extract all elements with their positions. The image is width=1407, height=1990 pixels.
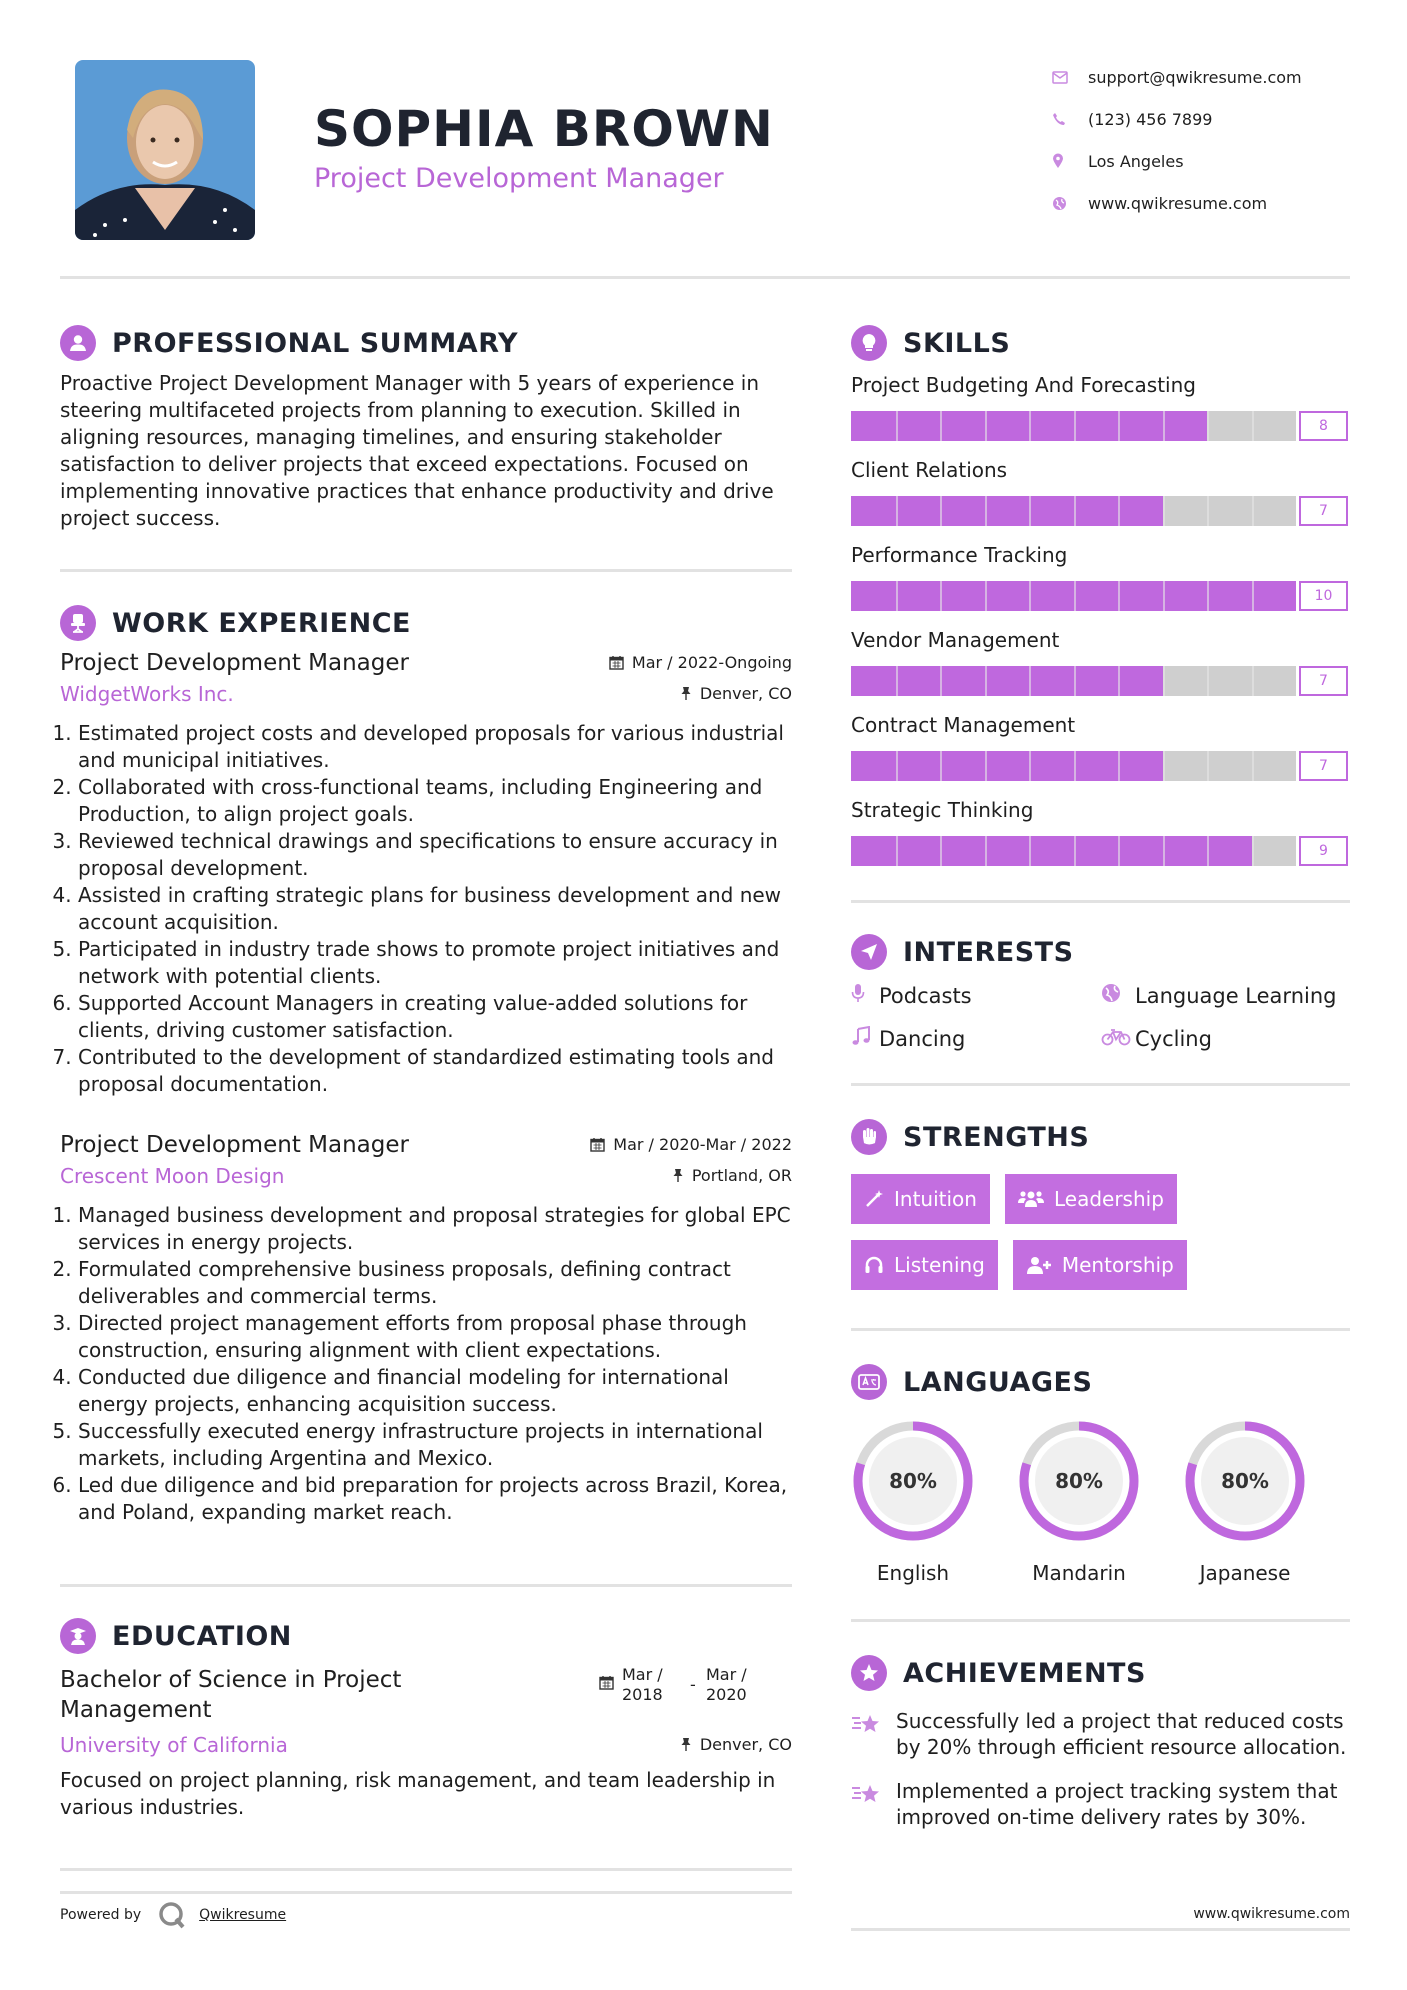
skill-bar bbox=[851, 666, 1350, 696]
list-item bbox=[851, 983, 1101, 1008]
skills-list bbox=[851, 368, 1350, 866]
chair-icon bbox=[60, 605, 96, 641]
left-column bbox=[60, 320, 792, 1871]
skill-item bbox=[851, 368, 1350, 441]
language-name: Japanese bbox=[1199, 1561, 1291, 1585]
skill-bar-segment bbox=[1252, 751, 1254, 781]
language-ring bbox=[1017, 1419, 1141, 1543]
microphone-icon bbox=[851, 983, 879, 1008]
languages-title: LANGUAGES bbox=[903, 1366, 1093, 1398]
achievement-text: Successfully led a project that reduced costs by 20% through efficient resource allocation. bbox=[896, 1709, 1347, 1759]
school-name: University of California bbox=[60, 1733, 288, 1757]
interests-heading bbox=[851, 929, 1350, 975]
list-item: 5. Participated in industry trade shows to promote project initiatives and network with potential clients. bbox=[78, 936, 792, 990]
music-note-icon bbox=[851, 1026, 879, 1051]
skill-item bbox=[851, 793, 1350, 866]
skill-bar-segment bbox=[1252, 496, 1254, 526]
paper-plane-icon bbox=[851, 934, 887, 970]
skill-bar-segment bbox=[1207, 581, 1209, 611]
skill-bar-segment bbox=[1118, 411, 1120, 441]
globe-icon bbox=[1101, 983, 1129, 1008]
skill-bar-segment bbox=[985, 836, 987, 866]
skill-bar-segment bbox=[985, 581, 987, 611]
calendar-icon bbox=[609, 655, 624, 670]
skill-level: 7 bbox=[1299, 751, 1348, 781]
candidate-name: SOPHIA BROWN bbox=[314, 100, 774, 158]
skill-bar-segment bbox=[985, 666, 987, 696]
skill-bar-segment bbox=[1118, 666, 1120, 696]
date-separator: - bbox=[690, 1675, 696, 1694]
company-name: Crescent Moon Design bbox=[60, 1164, 285, 1188]
skill-name: Project Budgeting And Forecasting bbox=[851, 373, 1196, 397]
education-end-date: Mar / 2020 bbox=[706, 1665, 747, 1704]
strengths-title: STRENGTHS bbox=[903, 1121, 1090, 1153]
language-name: English bbox=[876, 1561, 950, 1585]
list-item: 1. Estimated project costs and developed proposals for various industrial and municipal initiatives. bbox=[78, 720, 792, 774]
job-location-text: Denver, CO bbox=[699, 684, 792, 703]
job-dates-text: Mar / 2020-Mar / 2022 bbox=[613, 1135, 792, 1154]
language-percent: 80% bbox=[1055, 1469, 1103, 1493]
contact-location-text: Los Angeles bbox=[1088, 151, 1184, 171]
footer-right-divider bbox=[851, 1928, 1350, 1931]
job-entry-1 bbox=[60, 650, 792, 1098]
user-plus-icon bbox=[1026, 1255, 1052, 1275]
footer-left-divider bbox=[60, 1891, 792, 1894]
skill-bar-segment bbox=[1207, 411, 1209, 441]
list-item: 4. Conducted due diligence and financial modeling for international energy projects, enhancing acquisition success. bbox=[78, 1364, 792, 1418]
experience-title: WORK EXPERIENCE bbox=[112, 607, 411, 639]
lightbulb-icon bbox=[851, 325, 887, 361]
achievement-text: Implemented a project tracking system that improved on-time delivery rates by 30%. bbox=[896, 1779, 1338, 1829]
skill-bar-segment bbox=[985, 751, 987, 781]
interests-divider bbox=[851, 1083, 1350, 1086]
language-percent: 80% bbox=[889, 1469, 937, 1493]
skills-divider bbox=[851, 900, 1350, 903]
skill-bar-segment bbox=[985, 411, 987, 441]
job-dates-text: Mar / 2022-Ongoing bbox=[631, 653, 792, 672]
duty-list bbox=[60, 720, 792, 1098]
interest-label: Dancing bbox=[879, 1026, 966, 1051]
strength-chip bbox=[851, 1240, 998, 1290]
education-heading bbox=[60, 1613, 792, 1659]
phone-icon bbox=[1050, 112, 1088, 126]
job-entry-2 bbox=[60, 1132, 792, 1526]
achievements-title: ACHIEVEMENTS bbox=[903, 1657, 1146, 1689]
skill-bar-segment bbox=[940, 581, 942, 611]
powered-by-text: Powered by bbox=[60, 1907, 142, 1923]
strengths-heading bbox=[851, 1114, 1350, 1160]
contact-location bbox=[1050, 140, 1380, 182]
calendar-icon bbox=[599, 1675, 614, 1690]
envelope-icon bbox=[1050, 71, 1088, 84]
education-entry bbox=[60, 1665, 792, 1725]
skill-bar-segment bbox=[1074, 581, 1076, 611]
contact-website-text: www.qwikresume.com bbox=[1088, 193, 1268, 213]
interests-title: INTERESTS bbox=[903, 936, 1074, 968]
education-divider bbox=[60, 1868, 792, 1871]
pushpin-icon bbox=[680, 686, 692, 701]
achievement-item bbox=[851, 1778, 1350, 1830]
skill-bar-fill bbox=[851, 751, 1163, 781]
shooting-star-icon bbox=[851, 1708, 896, 1760]
contact-phone[interactable] bbox=[1050, 98, 1380, 140]
summary-text: Proactive Project Development Manager with 5 years of experience in steering multifaceted projects from planning to execution. Skilled in aligning resources, managing timelines, and ensuring stakeholder satisfaction to deliver projects that exceed expectations. Focused on implementing innovative practices that enhance productivity and drive project success. bbox=[60, 371, 774, 530]
skill-bar-segment bbox=[940, 496, 942, 526]
skill-bar-segment bbox=[1074, 411, 1076, 441]
skill-bar-segment bbox=[1252, 581, 1254, 611]
skill-level: 7 bbox=[1299, 666, 1348, 696]
headphones-icon bbox=[864, 1255, 884, 1275]
bicycle-icon bbox=[1101, 1027, 1135, 1051]
skill-name: Client Relations bbox=[851, 458, 1008, 482]
contact-email[interactable] bbox=[1050, 56, 1380, 98]
skill-item bbox=[851, 453, 1350, 526]
interest-label: Language Learning bbox=[1135, 983, 1337, 1008]
job-location bbox=[680, 684, 792, 703]
language-percent: 80% bbox=[1221, 1469, 1269, 1493]
skills-heading bbox=[851, 320, 1350, 366]
skill-bar-segment bbox=[940, 836, 942, 866]
skill-level: 9 bbox=[1299, 836, 1348, 866]
skill-bar-segment bbox=[1163, 496, 1165, 526]
skill-bar-segment bbox=[1207, 836, 1209, 866]
skill-name: Performance Tracking bbox=[851, 543, 1068, 567]
skill-bar-segment bbox=[896, 411, 898, 441]
language-item bbox=[1017, 1419, 1141, 1585]
skill-bar-segment bbox=[1163, 666, 1165, 696]
qwikresume-logo-icon bbox=[157, 1900, 187, 1930]
list-item: 7. Contributed to the development of standardized estimating tools and proposal documentation. bbox=[78, 1044, 792, 1098]
skill-bar-segment bbox=[1074, 751, 1076, 781]
strength-label: Mentorship bbox=[1061, 1253, 1174, 1277]
skill-bar-fill bbox=[851, 836, 1252, 866]
right-column bbox=[851, 320, 1350, 1830]
skill-item bbox=[851, 538, 1350, 611]
education-start-date: Mar / 2018 bbox=[622, 1665, 663, 1704]
skill-bar bbox=[851, 496, 1350, 526]
job-location bbox=[672, 1166, 792, 1185]
education-location bbox=[680, 1735, 792, 1754]
interest-label: Podcasts bbox=[879, 983, 972, 1008]
experience-divider bbox=[60, 1584, 792, 1587]
user-icon bbox=[60, 325, 96, 361]
skill-bar-segment bbox=[1029, 581, 1031, 611]
fist-icon bbox=[851, 1119, 887, 1155]
achievement-item bbox=[851, 1708, 1350, 1760]
language-icon bbox=[851, 1364, 887, 1400]
profile-photo bbox=[75, 60, 255, 240]
list-item: 4. Assisted in crafting strategic plans for business development and new account acquisition. bbox=[78, 882, 792, 936]
job-dates bbox=[590, 1135, 792, 1154]
skill-bar-segment bbox=[896, 666, 898, 696]
skill-level: 8 bbox=[1299, 411, 1348, 441]
calendar-icon bbox=[590, 1137, 605, 1152]
list-item: 3. Reviewed technical drawings and specifications to ensure accuracy in proposal development. bbox=[78, 828, 792, 882]
languages-divider bbox=[851, 1619, 1350, 1622]
job-title: Project Development Manager bbox=[60, 650, 409, 676]
skill-bar-segment bbox=[1252, 411, 1254, 441]
contact-phone-text: (123) 456 7899 bbox=[1088, 109, 1213, 129]
language-name: Mandarin bbox=[1032, 1561, 1126, 1585]
languages-list bbox=[851, 1419, 1350, 1585]
contact-list bbox=[1050, 56, 1380, 224]
achievements-heading bbox=[851, 1650, 1350, 1696]
skills-title: SKILLS bbox=[903, 327, 1011, 359]
list-item: 6. Led due diligence and bid preparation for projects across Brazil, Korea, and Poland, expanding market reach. bbox=[78, 1472, 792, 1526]
list-item: 2. Collaborated with cross-functional teams, including Engineering and Production, to align project goals. bbox=[78, 774, 792, 828]
skill-bar-segment bbox=[1118, 751, 1120, 781]
skill-bar-segment bbox=[1074, 496, 1076, 526]
job-dates bbox=[609, 653, 792, 672]
users-icon bbox=[1018, 1189, 1044, 1209]
interests-list bbox=[851, 983, 1350, 1051]
summary-divider bbox=[60, 569, 792, 572]
shooting-star-icon bbox=[851, 1778, 896, 1830]
strength-label: Leadership bbox=[1053, 1187, 1164, 1211]
skill-bar-segment bbox=[1118, 496, 1120, 526]
skill-bar-segment bbox=[1118, 836, 1120, 866]
skill-bar-segment bbox=[1252, 666, 1254, 696]
degree-title: Bachelor of Science in Project Management bbox=[60, 1667, 402, 1723]
skill-bar-segment bbox=[1163, 836, 1165, 866]
brand-link[interactable]: Qwikresume bbox=[199, 1907, 287, 1923]
skill-bar bbox=[851, 836, 1350, 866]
list-item: 5. Successfully executed energy infrastructure projects in international markets, including Argentina and Mexico. bbox=[78, 1418, 792, 1472]
strength-label: Intuition bbox=[894, 1187, 977, 1211]
skill-bar-segment bbox=[896, 581, 898, 611]
skill-bar-segment bbox=[1207, 666, 1209, 696]
skill-bar-segment bbox=[1029, 751, 1031, 781]
skill-name: Vendor Management bbox=[851, 628, 1060, 652]
skill-level: 10 bbox=[1299, 581, 1348, 611]
duty-list bbox=[60, 1202, 792, 1526]
magic-wand-icon bbox=[864, 1189, 884, 1209]
strength-chip bbox=[1005, 1174, 1177, 1224]
skill-bar bbox=[851, 411, 1350, 441]
language-ring bbox=[851, 1419, 975, 1543]
skill-bar-segment bbox=[940, 666, 942, 696]
education-text: Focused on project planning, risk management, and team leadership in various industries. bbox=[60, 1768, 776, 1819]
summary-title: PROFESSIONAL SUMMARY bbox=[112, 327, 519, 359]
skill-item bbox=[851, 623, 1350, 696]
list-item bbox=[1101, 983, 1351, 1008]
language-ring bbox=[1183, 1419, 1307, 1543]
list-item: 6. Supported Account Managers in creating value-added solutions for clients, driving customer satisfaction. bbox=[78, 990, 792, 1044]
company-name: WidgetWorks Inc. bbox=[60, 682, 234, 706]
skill-bar-segment bbox=[1163, 581, 1165, 611]
experience-heading bbox=[60, 600, 792, 646]
skill-bar-segment bbox=[1163, 411, 1165, 441]
skill-bar-segment bbox=[1207, 751, 1209, 781]
globe-icon bbox=[1050, 196, 1088, 211]
strength-chip bbox=[1013, 1240, 1187, 1290]
list-item: 3. Directed project management efforts from proposal phase through construction, ensuring alignment with client expectations. bbox=[78, 1310, 792, 1364]
skill-bar-fill bbox=[851, 666, 1163, 696]
skill-bar-segment bbox=[940, 411, 942, 441]
strength-chip bbox=[851, 1174, 990, 1224]
pushpin-icon bbox=[672, 1168, 684, 1183]
skill-bar-segment bbox=[896, 751, 898, 781]
skill-bar bbox=[851, 581, 1350, 611]
interest-label: Cycling bbox=[1135, 1026, 1212, 1051]
skill-name: Contract Management bbox=[851, 713, 1076, 737]
strengths-list bbox=[851, 1174, 1271, 1290]
list-item bbox=[851, 1026, 1101, 1051]
skill-level: 7 bbox=[1299, 496, 1348, 526]
graduate-icon bbox=[60, 1618, 96, 1654]
skill-bar-segment bbox=[1029, 666, 1031, 696]
skill-bar-segment bbox=[1029, 836, 1031, 866]
list-item: 2. Formulated comprehensive business proposals, defining contract deliverables and commercial terms. bbox=[78, 1256, 792, 1310]
skill-bar-fill bbox=[851, 496, 1163, 526]
education-title: EDUCATION bbox=[112, 1620, 292, 1652]
education-location-text: Denver, CO bbox=[699, 1735, 792, 1754]
skill-bar-segment bbox=[1118, 581, 1120, 611]
education-dates bbox=[599, 1665, 756, 1725]
footer-site-link[interactable]: www.qwikresume.com bbox=[1193, 1906, 1350, 1922]
skill-bar-segment bbox=[1074, 666, 1076, 696]
skill-bar-segment bbox=[896, 836, 898, 866]
skill-bar-segment bbox=[1163, 751, 1165, 781]
skill-bar-segment bbox=[1074, 836, 1076, 866]
job-title: Project Development Manager bbox=[60, 1132, 409, 1158]
skill-bar-segment bbox=[985, 496, 987, 526]
contact-email-text: support@qwikresume.com bbox=[1088, 67, 1302, 87]
footer-branding bbox=[60, 1900, 286, 1930]
candidate-title: Project Development Manager bbox=[314, 163, 724, 194]
language-item bbox=[1183, 1419, 1307, 1585]
skill-bar bbox=[851, 751, 1350, 781]
summary-heading bbox=[60, 320, 792, 366]
strengths-divider bbox=[851, 1328, 1350, 1331]
pushpin-icon bbox=[680, 1737, 692, 1752]
skill-bar-segment bbox=[940, 751, 942, 781]
job-location-text: Portland, OR bbox=[691, 1166, 792, 1185]
header-divider bbox=[60, 276, 1350, 279]
map-pin-icon bbox=[1050, 153, 1088, 169]
skill-bar-segment bbox=[1207, 496, 1209, 526]
skill-item bbox=[851, 708, 1350, 781]
skill-bar-segment bbox=[1029, 496, 1031, 526]
skill-bar-segment bbox=[1029, 411, 1031, 441]
star-badge-icon bbox=[851, 1655, 887, 1691]
list-item bbox=[1101, 1026, 1351, 1051]
contact-website[interactable] bbox=[1050, 182, 1380, 224]
skill-bar-segment bbox=[1252, 836, 1254, 866]
languages-heading bbox=[851, 1359, 1350, 1405]
language-item bbox=[851, 1419, 975, 1585]
list-item: 1. Managed business development and proposal strategies for global EPC services in energy projects. bbox=[78, 1202, 792, 1256]
strength-label: Listening bbox=[894, 1253, 985, 1277]
skill-bar-segment bbox=[896, 496, 898, 526]
skill-name: Strategic Thinking bbox=[851, 798, 1034, 822]
